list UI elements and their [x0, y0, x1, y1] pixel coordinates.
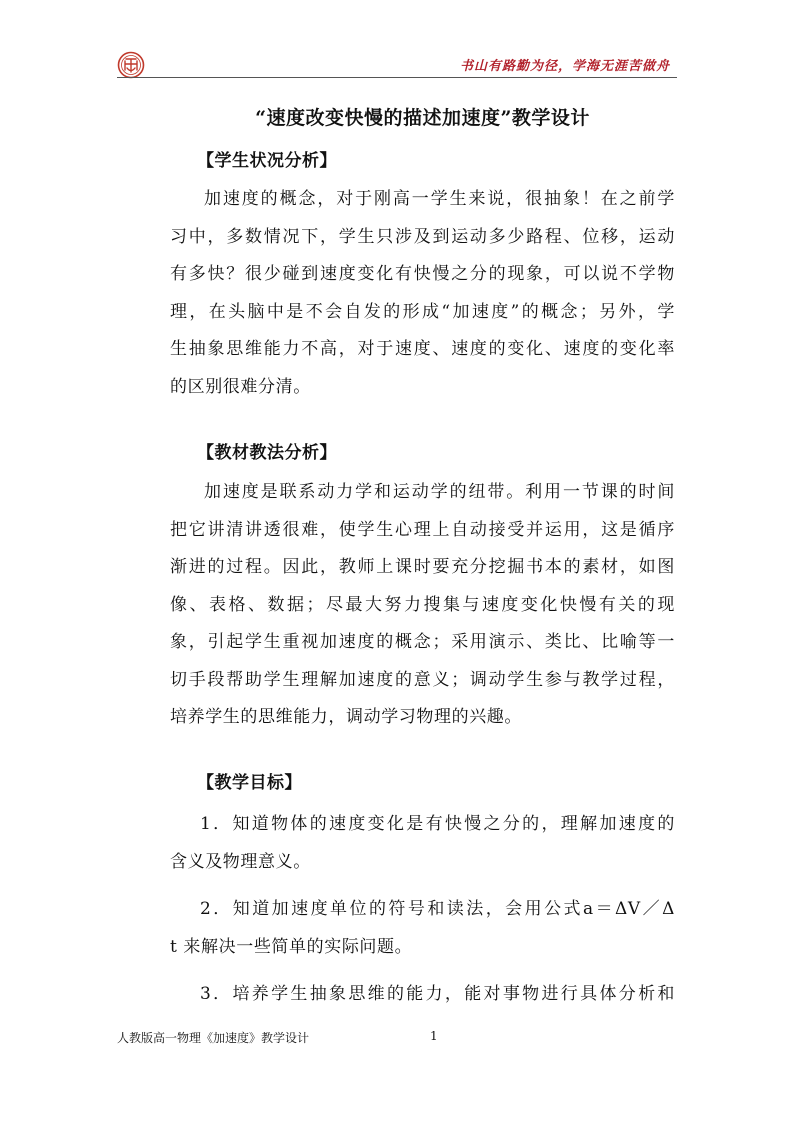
header-motto: 书山有路勤为径，学海无涯苦做舟: [459, 59, 670, 74]
paragraph-line: 生抽象思维能力不高，对于速度、速度的变化、速度的变化率: [170, 339, 675, 359]
paragraph-textbook-analysis: [170, 474, 675, 737]
paragraph-line: 像、表格、数据；尽最大努力搜集与速度变化快慢有关的现: [170, 594, 675, 615]
paragraph-line: 有多快？很少碰到速度变化有快慢之分的现象，可以说不学物: [170, 264, 675, 284]
goal-item: [170, 806, 675, 881]
paragraph-line: 把它讲清讲透很难，使学生心理上自动接受并运用，这是循序: [170, 519, 675, 540]
goal-line: 1．知道物体的速度变化是有快慢之分的，理解加速度的: [200, 814, 675, 834]
section-heading-textbook-analysis: 【教材教法分析】: [197, 443, 337, 463]
section-heading-student-analysis: 【学生状况分析】: [197, 151, 337, 171]
paragraph-line: 习中，多数情况下，学生只涉及到运动多少路程、位移，运动: [170, 226, 675, 247]
paragraph-line: 加速度的概念，对于刚高一学生来说，很抽象！在之前学: [204, 189, 675, 209]
header-divider: [117, 77, 677, 78]
seal-logo-icon: [117, 51, 145, 79]
goal-line: 含义及物理意义。: [170, 851, 311, 872]
teaching-goals-list: [170, 806, 675, 1014]
goal-line: t 来解决一些简单的实际问题。: [170, 936, 413, 957]
footer-text: 人教版高一物理《加速度》教学设计: [117, 1031, 310, 1045]
paragraph-line: 加速度是联系动力学和运动学的纽带。利用一节课的时间: [204, 482, 675, 502]
paragraph-student-analysis: [170, 181, 675, 406]
goal-item: [170, 976, 675, 1014]
goal-item: [170, 891, 675, 966]
page-number: 1: [430, 1029, 438, 1043]
paragraph-line: 切手段帮助学生理解加速度的意义；调动学生参与教学过程，: [170, 669, 675, 690]
paragraph-line: 的区别很难分清。: [170, 376, 311, 397]
section-heading-teaching-goals: 【教学目标】: [197, 773, 302, 793]
goal-line: 3．培养学生抽象思维的能力，能对事物进行具体分析和: [200, 984, 675, 1004]
document-title: “速度改变快慢的描述加速度”教学设计: [255, 107, 590, 129]
paragraph-line: 象，引起学生重视加速度的概念；采用演示、类比、比喻等一: [170, 632, 675, 652]
paragraph-line: 培养学生的思维能力，调动学习物理的兴趣。: [170, 707, 522, 727]
paragraph-line: 理，在头脑中是不会自发的形成“加速度”的概念；另外，学: [170, 301, 675, 322]
paragraph-line: 渐进的过程。因此，教师上课时要充分挖掘书本的素材，如图: [170, 557, 675, 577]
goal-line: 2．知道加速度单位的符号和读法，会用公式a＝ΔV／Δ: [200, 899, 675, 919]
